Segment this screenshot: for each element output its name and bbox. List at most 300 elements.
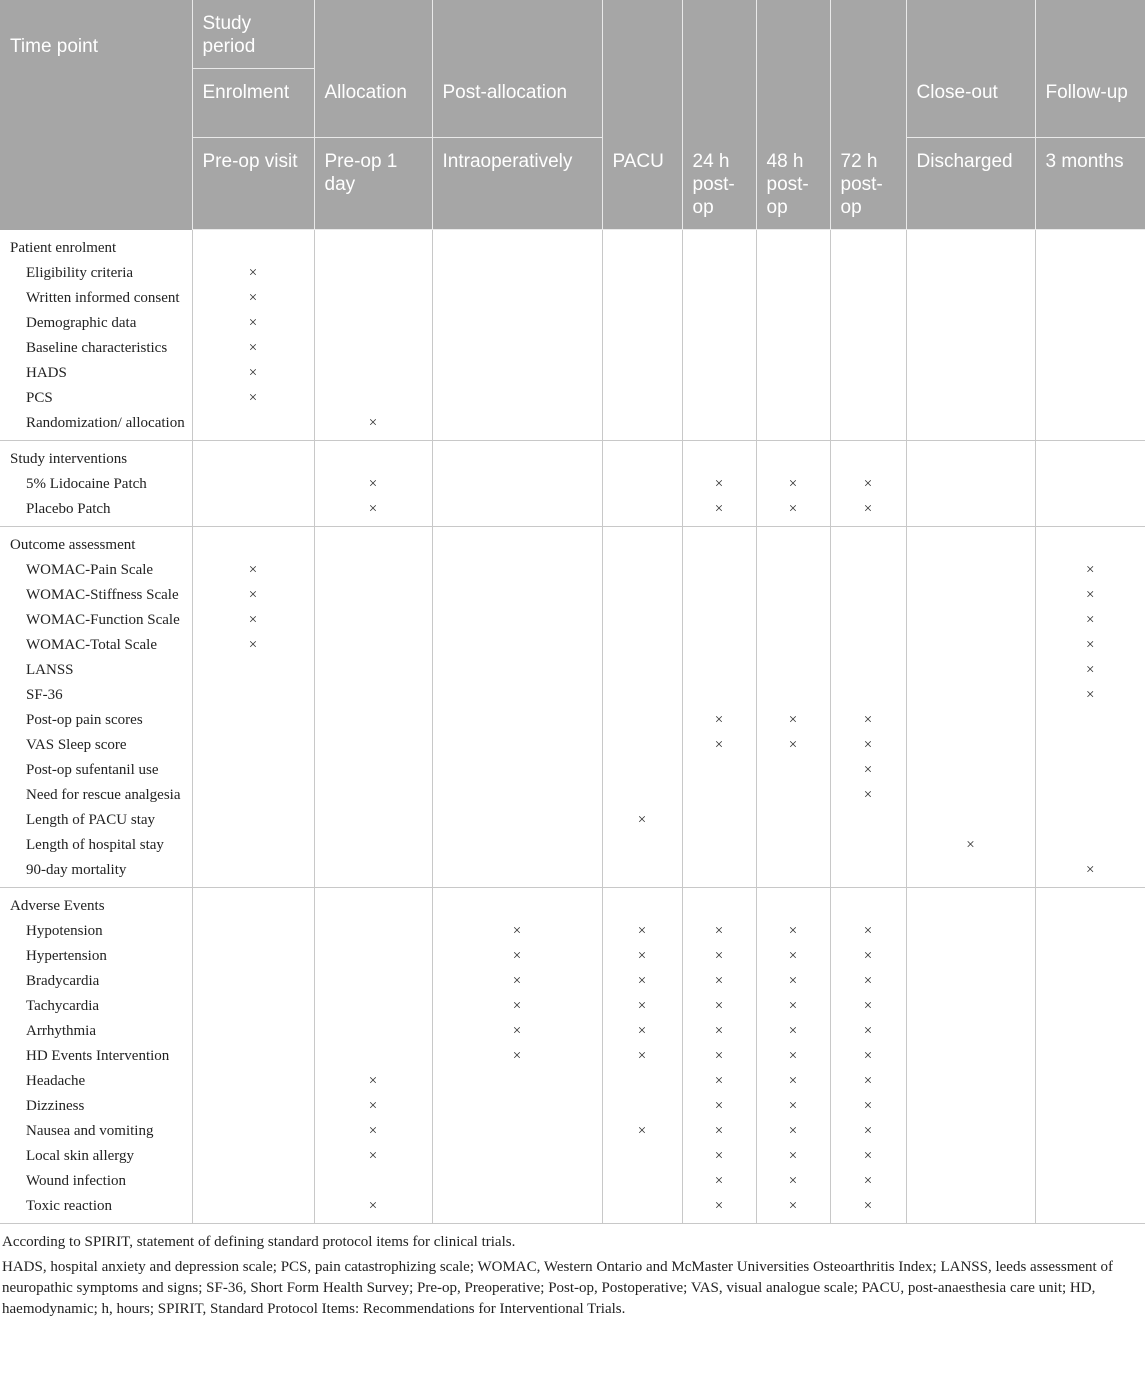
table-row [0,658,1145,683]
empty-cell [314,758,432,783]
empty-cell [906,1119,1035,1144]
empty-cell [602,833,682,858]
empty-cell [602,583,682,608]
empty-cell [756,558,830,583]
x-mark: × [192,608,314,633]
empty-cell [906,858,1035,888]
empty-cell [192,472,314,497]
row-label: Tachycardia [0,994,192,1019]
empty-cell [906,361,1035,386]
empty-cell [682,311,756,336]
table-row [0,361,1145,386]
empty-cell [314,1019,432,1044]
row-label: Length of PACU stay [0,808,192,833]
x-mark: × [830,497,906,527]
empty-cell [906,658,1035,683]
timepoint-header: 48 h post-op [756,138,830,230]
table-body [0,230,1145,1224]
empty-cell [906,1019,1035,1044]
empty-cell [432,733,602,758]
empty-cell [1035,1144,1145,1169]
empty-cell [314,386,432,411]
empty-cell [1035,1194,1145,1224]
empty-cell [906,472,1035,497]
empty-cell [1035,386,1145,411]
row-label: Nausea and vomiting [0,1119,192,1144]
empty-cell [192,1094,314,1119]
empty-cell [314,969,432,994]
empty-cell [432,633,602,658]
group-title-row [0,887,1145,919]
empty-cell [756,658,830,683]
row-label: Length of hospital stay [0,833,192,858]
empty-cell [314,808,432,833]
empty-cell [192,919,314,944]
table-row [0,608,1145,633]
table-row [0,311,1145,336]
table-footnotes [0,1224,1145,1320]
empty-cell [314,558,432,583]
empty-cell [906,1094,1035,1119]
empty-cell [432,708,602,733]
empty-cell [682,336,756,361]
empty-cell [1035,1044,1145,1069]
table-row [0,1019,1145,1044]
row-label: Wound infection [0,1169,192,1194]
empty-cell [830,286,906,311]
x-mark: × [830,1019,906,1044]
empty-cell [192,1119,314,1144]
table-row [0,858,1145,888]
x-mark: × [682,708,756,733]
x-mark: × [756,969,830,994]
empty-cell [314,708,432,733]
empty-cell [602,261,682,286]
empty-cell [906,683,1035,708]
group-title: Outcome assessment [0,526,192,558]
empty-cell [830,808,906,833]
timepoint-header: PACU [602,138,682,230]
x-mark: × [602,994,682,1019]
x-mark: × [682,1019,756,1044]
table-row [0,1069,1145,1094]
x-mark: × [1086,586,1095,603]
x-mark: × [682,1094,756,1119]
x-mark: × [830,783,906,808]
group-title-row [0,440,1145,472]
empty-cell [432,558,602,583]
empty-cell [314,783,432,808]
row-label: LANSS [0,658,192,683]
table-row [0,919,1145,944]
empty-cell [1035,919,1145,944]
empty-cell [192,1169,314,1194]
x-mark: × [192,336,314,361]
x-mark: × [830,758,906,783]
x-mark: × [192,261,314,286]
row-label: Toxic reaction [0,1194,192,1224]
empty-cell [906,1044,1035,1069]
table-row [0,1144,1145,1169]
empty-cell [314,858,432,888]
empty-cell [432,1069,602,1094]
empty-cell [682,361,756,386]
empty-cell [830,658,906,683]
timepoint-header: Discharged [906,138,1035,230]
empty-cell [432,336,602,361]
x-mark: × [602,1019,682,1044]
empty-cell [906,558,1035,583]
row-label: Bradycardia [0,969,192,994]
empty-cell [602,758,682,783]
empty-cell [432,1144,602,1169]
table-row [0,683,1145,708]
empty-cell [192,758,314,783]
row-label: PCS [0,386,192,411]
empty-cell [602,1194,682,1224]
study-period-header: Study period [192,0,314,69]
empty-cell [192,808,314,833]
x-mark: × [682,1194,756,1224]
empty-cell [830,633,906,658]
empty-cell [602,558,682,583]
x-mark: × [432,919,602,944]
empty-cell [830,336,906,361]
row-label: SF-36 [0,683,192,708]
x-mark: × [192,583,314,608]
group-title: Adverse Events [0,887,192,919]
group-title-row [0,526,1145,558]
row-label: Post-op pain scores [0,708,192,733]
x-mark: × [756,472,830,497]
empty-cell [432,261,602,286]
x-mark: × [830,994,906,1019]
empty-cell [432,858,602,888]
table-row [0,497,1145,527]
empty-cell [830,858,906,888]
x-mark: × [756,1194,830,1224]
table-row [0,758,1145,783]
empty-cell [830,361,906,386]
empty-cell [192,969,314,994]
empty-cell [906,919,1035,944]
empty-cell [1035,1119,1145,1144]
timepoint-header: Intraoperatively [432,138,602,230]
x-mark: × [602,808,682,833]
empty-cell [906,411,1035,441]
table-row [0,969,1145,994]
empty-cell [602,286,682,311]
empty-cell [192,858,314,888]
empty-cell [682,286,756,311]
empty-cell [906,336,1035,361]
phase-close-out: Close-out [906,69,1035,138]
row-label: WOMAC-Function Scale [0,608,192,633]
empty-cell [432,361,602,386]
table-row [0,994,1145,1019]
empty-cell [682,808,756,833]
row-label: Hypotension [0,919,192,944]
empty-cell [432,758,602,783]
x-mark: × [682,497,756,527]
row-label: Hypertension [0,944,192,969]
empty-cell [602,497,682,527]
x-mark: × [830,472,906,497]
empty-cell [906,1144,1035,1169]
empty-cell [1035,994,1145,1019]
phase-enrolment: Enrolment [192,69,314,138]
empty-cell [682,658,756,683]
x-mark: × [756,944,830,969]
x-mark: × [1086,611,1095,628]
x-mark: × [756,1119,830,1144]
empty-cell [830,683,906,708]
table-header [0,0,1145,230]
timepoint-header: 3 months [1035,138,1145,230]
empty-cell [192,1044,314,1069]
empty-cell [602,411,682,441]
empty-cell [906,994,1035,1019]
row-label: Demographic data [0,311,192,336]
empty-cell [756,608,830,633]
footnote: HADS, hospital anxiety and depression scale; PCS, pain catastrophizing scale; WOMAC, Western Ontario and McMaster Universities Osteoarthritis Index; LANSS, leeds assessment of neuropathic symptoms and signs; SF-36, Short Form Health Survey; Pre-op, Preoperative; Post-op, Postoperative; VAS, visual analogue scale; PACU, post-anaesthesia care unit; HD, haemodynamic; h, hours; SPIRIT, Standard Protocol Items: Recommendations for Interventional Trials. [2,1258,1113,1317]
empty-cell [314,944,432,969]
empty-cell [682,683,756,708]
empty-cell [682,261,756,286]
empty-cell [906,758,1035,783]
empty-cell [1035,261,1145,286]
empty-cell [906,1194,1035,1224]
empty-cell [756,583,830,608]
empty-cell [906,386,1035,411]
empty-cell [314,919,432,944]
empty-cell [756,633,830,658]
phase-post-allocation: Post-allocation [432,69,602,138]
empty-cell [756,286,830,311]
empty-cell [1035,411,1145,441]
table-row [0,1169,1145,1194]
empty-cell [1035,497,1145,527]
empty-cell [602,633,682,658]
table-row [0,633,1145,658]
x-mark: × [756,497,830,527]
empty-cell [682,386,756,411]
empty-cell [682,558,756,583]
row-label: Arrhythmia [0,1019,192,1044]
table-row [0,708,1145,733]
empty-cell [602,683,682,708]
empty-cell [192,1069,314,1094]
phase-follow-up: Follow-up [1035,69,1145,138]
empty-cell [602,311,682,336]
x-mark: × [602,944,682,969]
empty-cell [906,286,1035,311]
empty-cell [1035,708,1145,733]
x-mark: × [682,472,756,497]
empty-cell [314,608,432,633]
x-mark: × [1086,686,1095,703]
empty-cell [756,386,830,411]
empty-cell [314,658,432,683]
x-mark: × [314,1119,432,1144]
empty-cell [906,1069,1035,1094]
empty-cell [1035,1169,1145,1194]
table-row [0,558,1145,583]
x-mark: × [756,1094,830,1119]
empty-cell [432,1094,602,1119]
empty-cell [192,1194,314,1224]
row-label: Local skin allergy [0,1144,192,1169]
row-label: Eligibility criteria [0,261,192,286]
empty-cell [1035,783,1145,808]
empty-cell [1035,361,1145,386]
x-mark: × [830,1169,906,1194]
x-mark: × [756,1044,830,1069]
empty-cell [756,411,830,441]
empty-cell [192,733,314,758]
empty-cell [1035,286,1145,311]
empty-cell [432,386,602,411]
empty-cell [756,858,830,888]
x-mark: × [1086,661,1095,678]
empty-cell [756,758,830,783]
empty-cell [756,336,830,361]
x-mark: × [830,733,906,758]
empty-cell [906,733,1035,758]
empty-cell [602,386,682,411]
empty-cell [1035,311,1145,336]
timepoint-header: 24 h post-op [682,138,756,230]
empty-cell [192,1144,314,1169]
x-mark: × [192,386,314,411]
x-mark: × [432,944,602,969]
empty-cell [602,608,682,633]
empty-cell [756,783,830,808]
table-row [0,261,1145,286]
table-row [0,583,1145,608]
empty-cell [192,708,314,733]
empty-cell [906,1169,1035,1194]
empty-cell [432,833,602,858]
empty-cell [906,633,1035,658]
x-mark: × [756,1069,830,1094]
x-mark: × [192,286,314,311]
empty-cell [906,708,1035,733]
empty-cell [602,1169,682,1194]
phase-allocation: Allocation [314,69,432,138]
x-mark: × [1086,561,1095,578]
x-mark: × [682,1169,756,1194]
empty-cell [432,1194,602,1224]
empty-cell [756,261,830,286]
x-mark: × [830,708,906,733]
x-mark: × [682,733,756,758]
empty-cell [682,411,756,441]
row-label: Baseline characteristics [0,336,192,361]
empty-cell [602,1144,682,1169]
empty-cell [314,833,432,858]
x-mark: × [756,919,830,944]
table-row [0,472,1145,497]
empty-cell [906,944,1035,969]
empty-cell [1035,969,1145,994]
empty-cell [1035,944,1145,969]
x-mark: × [314,1194,432,1224]
x-mark: × [756,1144,830,1169]
x-mark: × [602,1119,682,1144]
empty-cell [602,336,682,361]
empty-cell [1035,1069,1145,1094]
empty-cell [1035,336,1145,361]
empty-cell [602,708,682,733]
empty-cell [314,311,432,336]
x-mark: × [830,919,906,944]
empty-cell [432,683,602,708]
x-mark: × [432,1044,602,1069]
empty-cell [314,1044,432,1069]
group-title: Study interventions [0,440,192,472]
empty-cell [432,608,602,633]
empty-cell [756,361,830,386]
x-mark: × [314,1144,432,1169]
empty-cell [1035,733,1145,758]
empty-cell [432,311,602,336]
row-label: WOMAC-Pain Scale [0,558,192,583]
empty-cell [906,261,1035,286]
row-label: Randomization/ allocation [0,411,192,441]
x-mark: × [756,733,830,758]
footnote: According to SPIRIT, statement of defining standard protocol items for clinical trials. [2,1233,516,1250]
empty-cell [314,286,432,311]
empty-cell [314,1169,432,1194]
empty-cell [192,994,314,1019]
x-mark: × [314,411,432,441]
empty-cell [432,658,602,683]
empty-cell [192,944,314,969]
row-label: Placebo Patch [0,497,192,527]
row-label: Post-op sufentanil use [0,758,192,783]
empty-cell [192,683,314,708]
x-mark: × [756,1019,830,1044]
table-row [0,733,1145,758]
x-mark: × [756,708,830,733]
row-label: Need for rescue analgesia [0,783,192,808]
empty-cell [756,833,830,858]
row-label: HADS [0,361,192,386]
timepoint-header: Pre-op 1 day [314,138,432,230]
row-label: VAS Sleep score [0,733,192,758]
x-mark: × [192,361,314,386]
table-row [0,386,1145,411]
x-mark: × [682,944,756,969]
empty-cell [830,558,906,583]
x-mark: × [432,1019,602,1044]
empty-cell [1035,1019,1145,1044]
empty-cell [432,1169,602,1194]
empty-cell [602,472,682,497]
empty-cell [432,497,602,527]
table-row [0,808,1145,833]
empty-cell [432,583,602,608]
empty-cell [602,733,682,758]
empty-cell [314,633,432,658]
x-mark: × [1035,858,1145,888]
empty-cell [432,808,602,833]
table-row [0,833,1145,858]
empty-cell [756,808,830,833]
empty-cell [602,858,682,888]
x-mark: × [192,558,314,583]
